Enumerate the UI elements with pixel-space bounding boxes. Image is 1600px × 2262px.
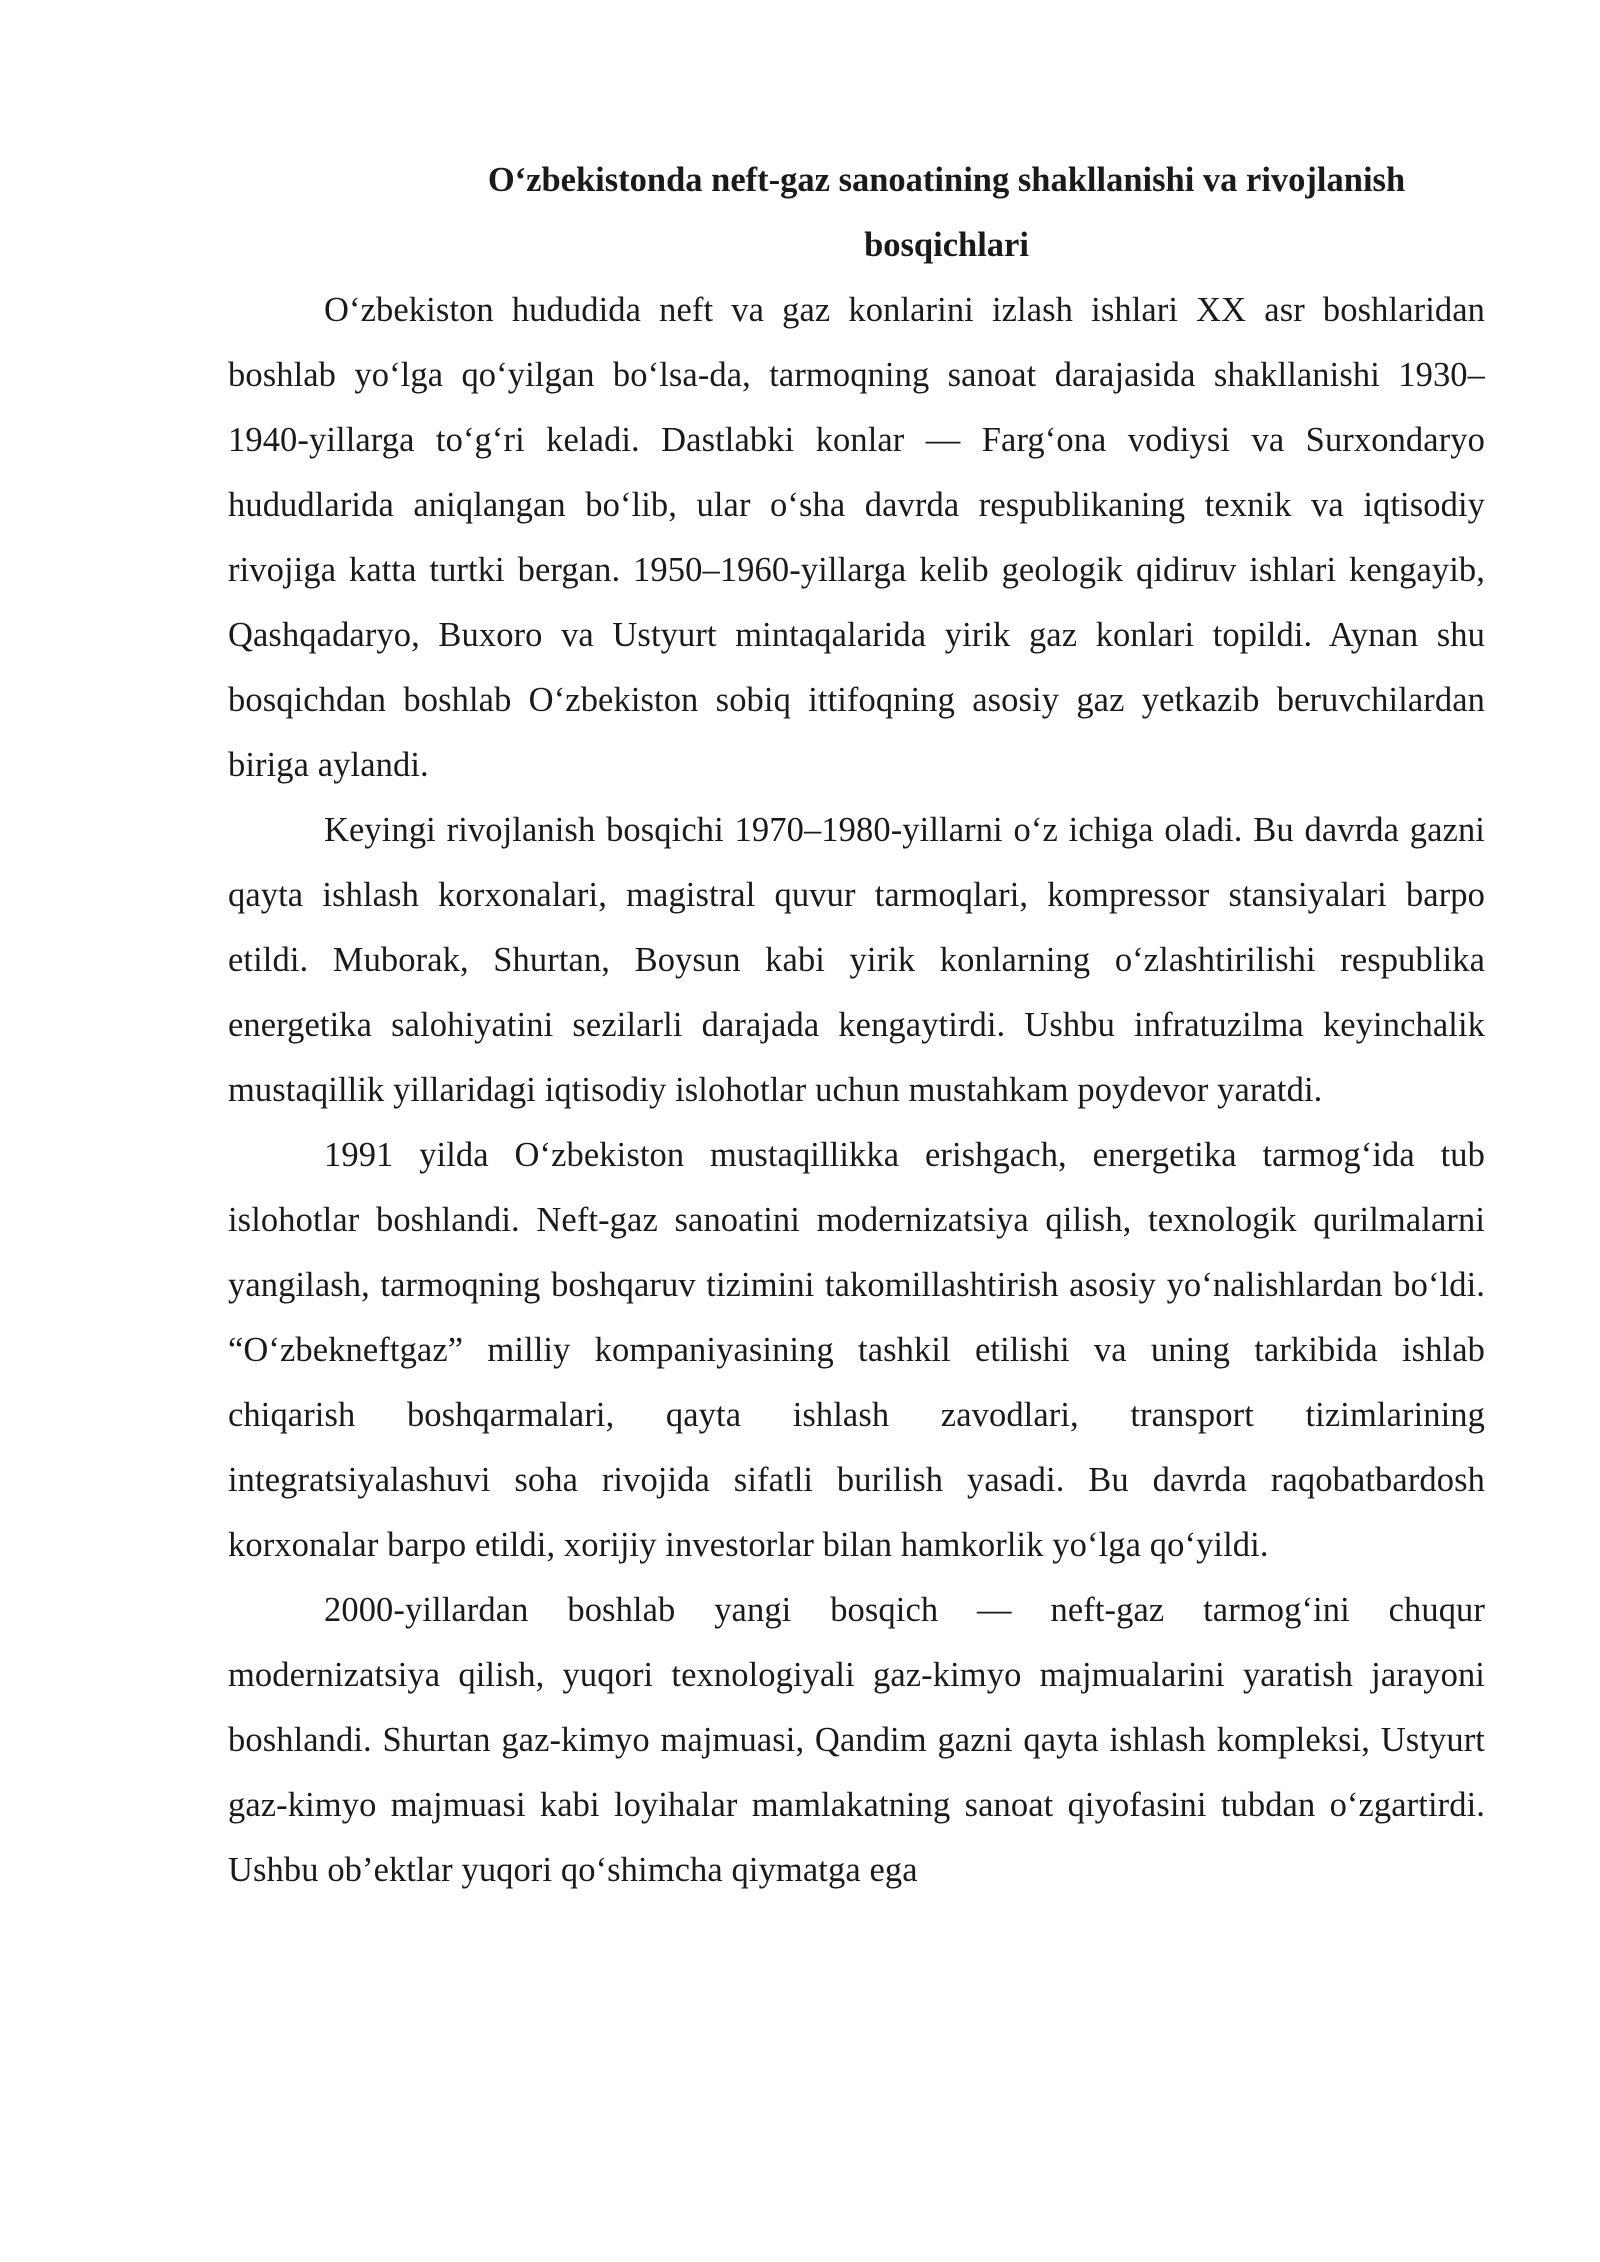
paragraph-3: 1991 yilda O‘zbekiston mustaqillikka erishgach, energetika tarmog‘ida tub islohotlar boshlandi. Neft-gaz sanoatini modernizatsiya qilish, texnologik qurilmalarni yangilash, tarmoqning boshqaruv tizimini takomillashtirish asosiy yo‘nalishlardan bo‘ldi. “O‘zbekneftgaz” milliy kompaniyasining tashkil etilishi va uning tarkibida ishlab chiqarish boshqarmalari, qayta ishlash zavodlari, transport tizimlarining integratsiyalashuvi soha rivojida sifatli burilish yasadi. Bu davrda raqobatbardosh korxonalar barpo etildi, xorijiy investorlar bilan hamkorlik yo‘lga qo‘yildi. — [228, 1136, 1485, 1564]
document-title-line-2: bosqichlari — [864, 226, 1029, 264]
paragraph-2: Keyingi rivojlanish bosqichi 1970–1980-yillarni o‘z ichiga oladi. Bu davrda gazni qayta ishlash korxonalari, magistral quvur tarmoqlari, kompressor stansiyalari barpo etildi. Muborak, Shurtan, Boysun kabi yirik konlarning o‘zlashtirilishi respublika energetika salohiyatini sezilarli darajada kengaytirdi. Ushbu infratuzilma keyinchalik mustaqillik yillaridagi iqtisodiy islohotlar uchun mustahkam poydevor yaratdi. — [228, 811, 1485, 1109]
document-title-line-1: O‘zbekistonda neft-gaz sanoatining shakllanishi va rivojlanish — [487, 161, 1406, 199]
paragraph-4: 2000-yillardan boshlab yangi bosqich — neft-gaz tarmog‘ini chuqur modernizatsiya qilish, yuqori texnologiyali gaz-kimyo majmualarini yaratish jarayoni boshlandi. Shurtan gaz-kimyo majmuasi, Qandim gazni qayta ishlash kompleksi, Ustyurt gaz-kimyo majmuasi kabi loyihalar mamlakatning sanoat qiyofasini tubdan o‘zgartirdi. Ushbu ob’ektlar yuqori qo‘shimcha qiymatga ega — [228, 1591, 1485, 1889]
document-page — [228, 148, 1485, 1903]
document-title — [228, 148, 1485, 278]
paragraph-1: O‘zbekiston hududida neft va gaz konlarini izlash ishlari XX asr boshlaridan boshlab yo‘lga qo‘yilgan bo‘lsa-da, tarmoqning sanoat darajasida shakllanishi 1930–1940-yillarga to‘g‘ri keladi. Dastlabki konlar — Farg‘ona vodiysi va Surxondaryo hududlarida aniqlangan bo‘lib, ular o‘sha davrda respublikaning texnik va iqtisodiy rivojiga katta turtki bergan. 1950–1960-yillarga kelib geologik qidiruv ishlari kengayib, Qashqadaryo, Buxoro va Ustyurt mintaqalarida yirik gaz konlari topildi. Aynan shu bosqichdan boshlab O‘zbekiston sobiq ittifoqning asosiy gaz yetkazib beruvchilardan biriga aylandi. — [228, 291, 1485, 784]
